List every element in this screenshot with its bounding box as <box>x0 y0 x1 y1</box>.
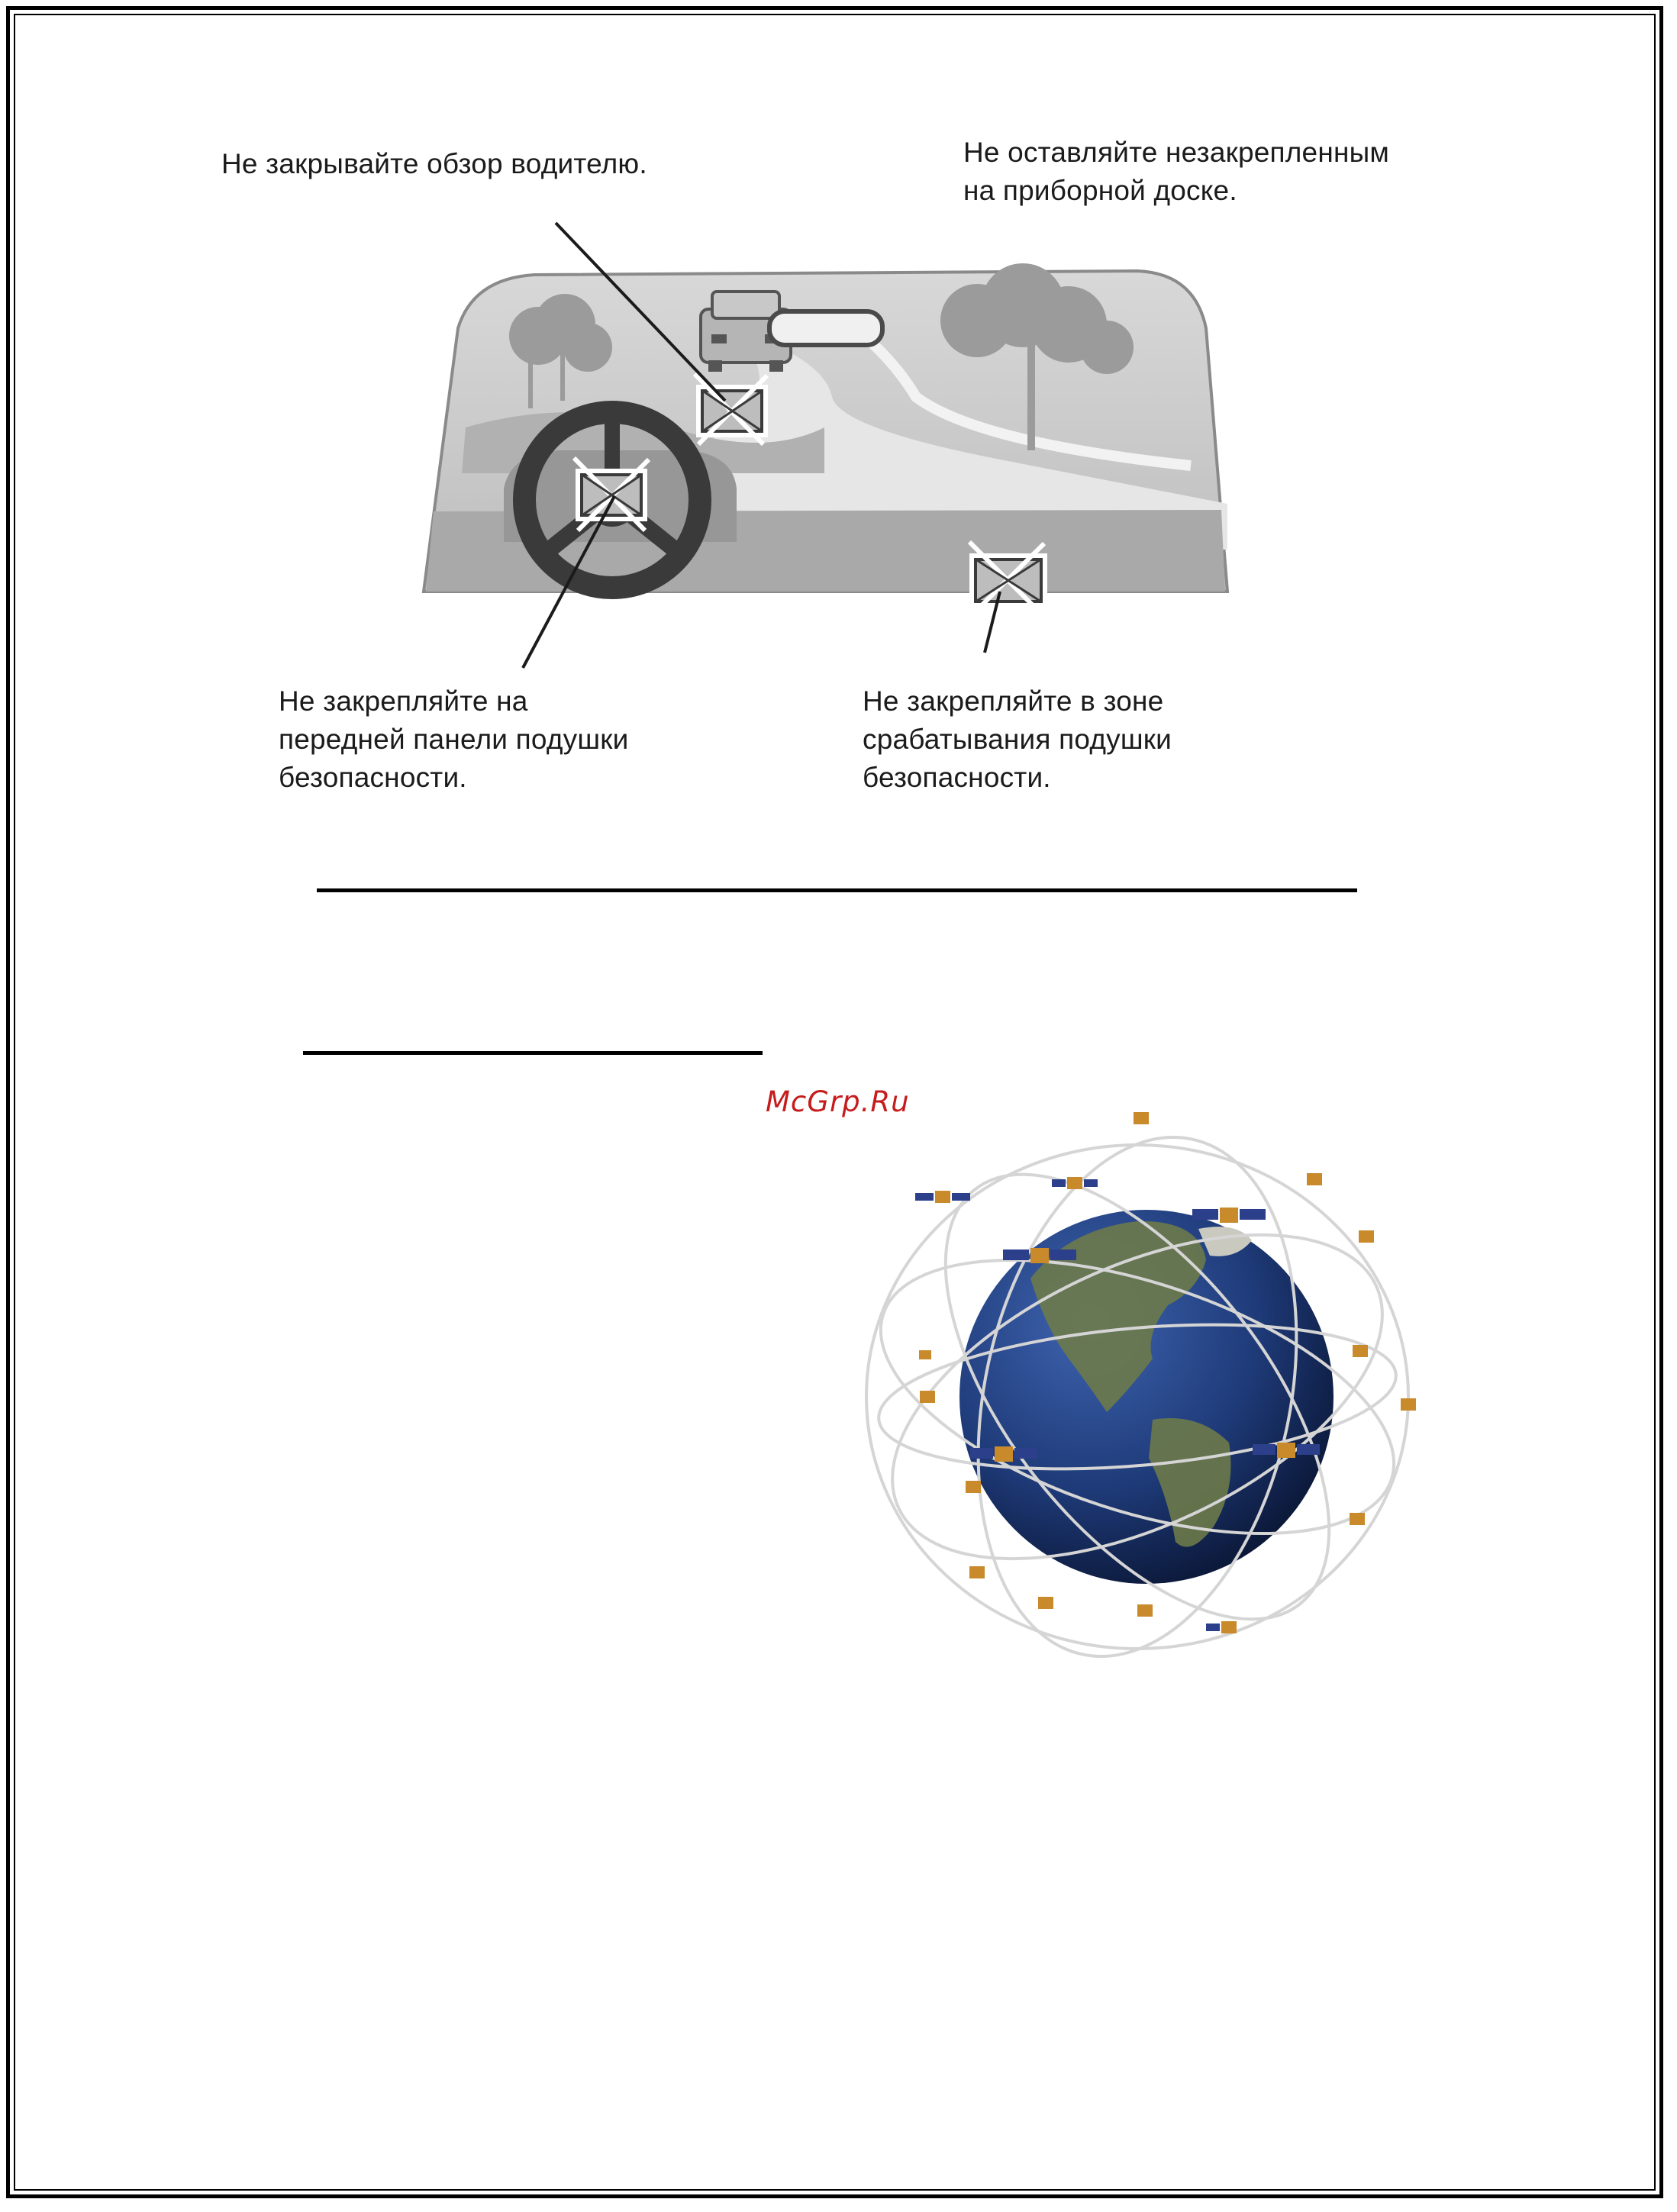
caption-line: Не оставляйте незакрепленным <box>963 137 1390 168</box>
rear-view-mirror <box>769 311 882 345</box>
horizontal-rule-long <box>317 888 1357 892</box>
caption-line: безопасности. <box>863 762 1051 793</box>
caption-front-airbag <box>279 682 628 797</box>
gps-globe-illustration <box>840 1084 1435 1679</box>
watermark: McGrp.Ru <box>766 1085 910 1118</box>
caption-line: безопасности. <box>279 762 467 793</box>
caption-line: Не закрепляйте в зоне <box>863 685 1164 717</box>
horizontal-rule-short <box>303 1051 763 1055</box>
caption-driver-view <box>221 145 647 183</box>
caption-line: на приборной доске. <box>963 175 1237 206</box>
caption-airbag-zone <box>863 682 1172 797</box>
windshield-illustration <box>0 0 1677 840</box>
caption-line: срабатывания подушки <box>863 724 1172 755</box>
crossed-device-steering <box>574 458 649 530</box>
caption-line: Не закрепляйте на <box>279 685 528 717</box>
caption-dashboard <box>963 134 1389 210</box>
caption-text: Не закрывайте обзор водителю. <box>221 148 647 179</box>
caption-line: передней панели подушки <box>279 724 629 755</box>
